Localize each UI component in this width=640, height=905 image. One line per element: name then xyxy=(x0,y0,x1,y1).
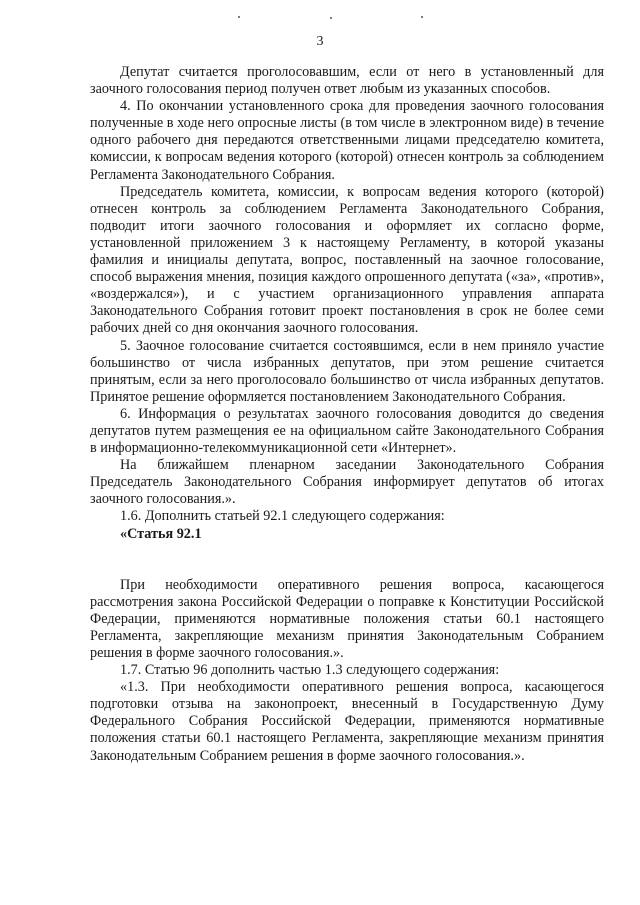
article-heading: «Статья 92.1 xyxy=(120,525,202,542)
paragraph: На ближайшем пленарном заседании Законодательного Собрания Председатель Законодательного Собрания информирует депутатов об итогах заочного голосования.». xyxy=(90,457,604,508)
paragraph: 6. Информация о результатах заочного голосования доводится до сведения депутатов путем размещения ее на официальном сайте Законодательного Собрания в информационно-телекоммуникационной сети «Интернет». xyxy=(90,405,604,457)
paragraph: 4. По окончании установленного срока для проведения заочного голосования полученные в ходе него опросные листы (в том числе в электронном виде) в течение одного рабочего дня передаются ответственными лицами председателю комитета, комиссии, к вопросам ведения которого (которой) отнесен контроль за соблюдением Регламента Законодательного Собрания. xyxy=(90,98,604,183)
paragraph: Председатель комитета, комиссии, к вопросам ведения которого (которой) отнесен контроль за соблюдением Регламента Законодательного Собрания, подводит итоги заочного голосования и оформляет их согласно форме, установленной приложением 3 к настоящему Регламенту, в которой указаны фамилия и инициалы депутата, вопрос, поставленный на заочное голосование, способ выражения мнения, позиция каждого опрошенного депутата («за», «против», «воздержался»), и с участием организационного управления аппарата Законодательного Собрания готовит проект постановления в срок не более семи рабочих дней со дня окончания заочного голосования. xyxy=(90,183,604,337)
scan-speck xyxy=(421,16,423,18)
paragraph: 1.7. Статью 96 дополнить частью 1.3 следующего содержания: xyxy=(120,662,500,679)
paragraph: 1.6. Дополнить статьей 92.1 следующего содержания: xyxy=(120,508,445,525)
scan-speck xyxy=(238,16,240,18)
paragraph: 5. Заочное голосование считается состоявшимся, если в нем приняло участие большинство от числа избранных депутатов, при этом решение считается принятым, если за него проголосовало большинство от числа избранных депутатов. Принятое решение оформляется постановлением Законодательного Собрания. xyxy=(90,337,604,405)
document-body xyxy=(90,64,604,765)
spacer xyxy=(90,543,604,577)
paragraph: При необходимости оперативного решения вопроса, касающегося рассмотрения закона Российской Федерации о поправке к Конституции Российской Федерации, применяются нормативные положения статьи 60.1 настоящего Регламента, закрепляющие механизм принятия Законодательным Собранием решения в форме заочного голосования.». xyxy=(90,576,604,661)
scan-speck xyxy=(330,17,332,19)
paragraph: Депутат считается проголосовавшим, если от него в установленный для заочного голосования период получен ответ любым из указанных способов. xyxy=(90,64,604,98)
paragraph: «1.3. При необходимости оперативного решения вопроса, касающегося подготовки отзыва на законопроект, внесенный в Государственную Думу Федерального Собрания Российской Федерации, применяются нормативные положения статьи 60.1 настоящего Регламента, закрепляющие механизм принятия Законодательным Собранием решения в форме заочного голосования.». xyxy=(90,679,604,764)
page-number: 3 xyxy=(316,34,324,49)
